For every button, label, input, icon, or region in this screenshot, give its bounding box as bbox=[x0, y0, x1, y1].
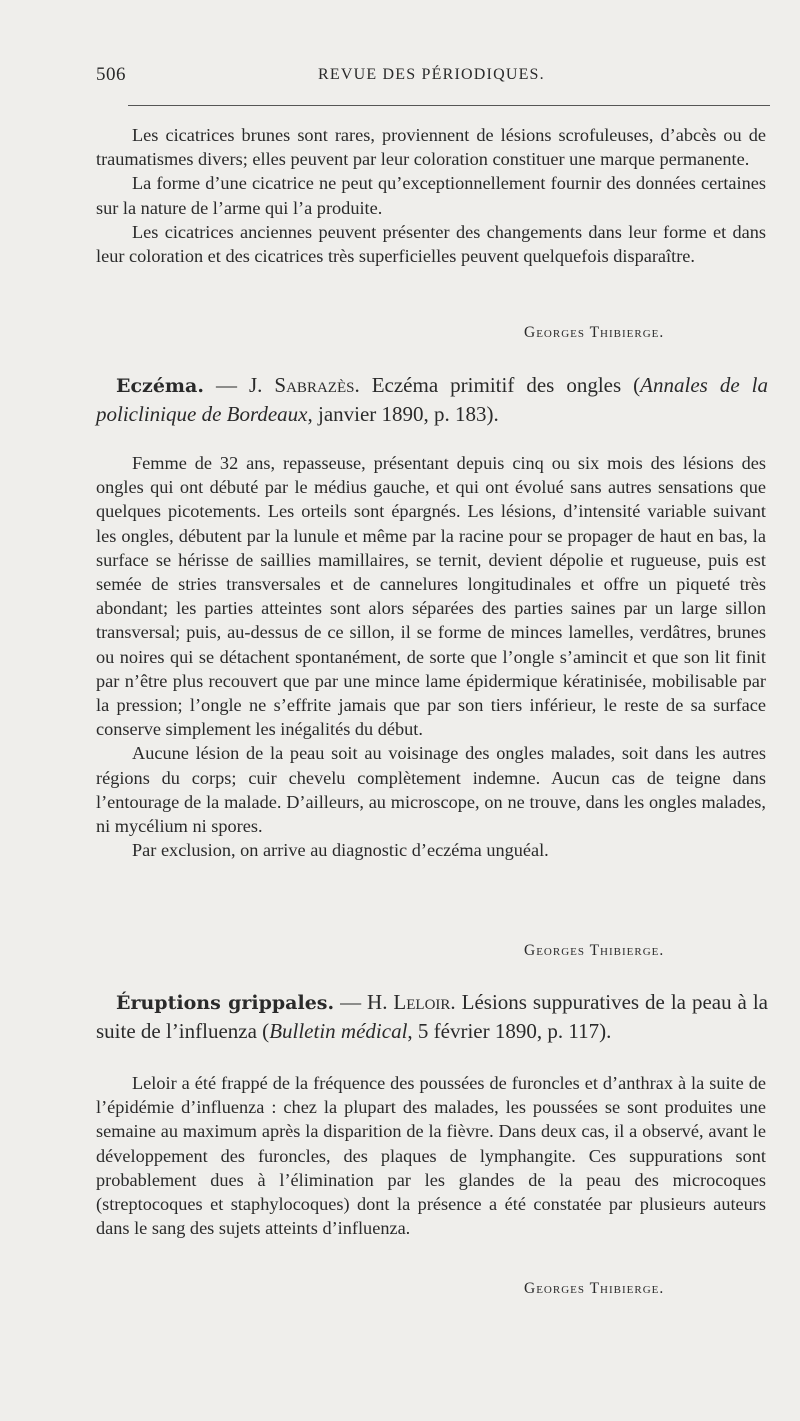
paragraph: Femme de 32 ans, repasseuse, présentant depuis cinq ou six mois des lésions des ongles qui ont débuté par le médius gauche, et qui ont évolué sans autres sensations que quelques picotements. Les orteils sont épargnés. Les lésions, d’intensité variable suivant les ongles, débutent par la lunule et même par la racine pour se propager de haut en bas, la surface se hérisse de saillies mamillaires, se ternit, devient dépolie et rugueuse, puis est semée de stries transversales et de cannelures longitudinales et offre un piqueté très abondant; les parties atteintes sont alors séparées des parties saines par un large sillon transversal; puis, au-dessus de ce sillon, il se forme de minces lamelles, verdâtres, brunes ou noires qui se détachent spontanément, de sorte que l’ongle s’amincit et que son lit finit par n’être plus recouvert que par une mince lame épidermique kératinisée, mobilisable par la pression; l’ongle ne s’effrite jamais que par son tiers inférieur, le reste de sa surface conserve simplement les inégalités du début. bbox=[96, 453, 766, 740]
article-2-heading bbox=[96, 371, 768, 428]
paragraph: Par exclusion, on arrive au diagnostic d’eczéma unguéal. bbox=[132, 840, 549, 861]
journal-name: Bulletin médical bbox=[269, 1019, 408, 1043]
article-2-body bbox=[96, 451, 766, 862]
article-title: Eczéma primitif des ongles ( bbox=[359, 373, 641, 397]
journal-name: Annales de la policlinique de Bordeaux bbox=[96, 373, 768, 426]
author-name: Sabrazès. bbox=[274, 373, 360, 397]
paragraph: La forme d’une cicatrice ne peut qu’exceptionnellement fournir des données certaines sur la nature de l’arme qui l’a produite. bbox=[96, 173, 766, 218]
paragraph: Les cicatrices anciennes peuvent présenter des changements dans leur forme et dans leur coloration et des cicatrices très superficielles peuvent quelquefois disparaître. bbox=[96, 221, 766, 267]
paragraph: Aucune lésion de la peau soit au voisinage des ongles malades, soit dans les autres régions du corps; cuir chevelu complètement indemne. Aucun cas de teigne dans l’entourage de la malade. D’ailleurs, au microscope, on ne trouve, dans les ongles malades, ni mycélium ni spores. bbox=[96, 743, 766, 837]
heading-dash: — J. bbox=[203, 373, 275, 397]
section-label: Eczéma. bbox=[116, 375, 204, 397]
signature: Georges Thibierge. bbox=[524, 1280, 665, 1297]
citation: , janvier 1890, p. 183). bbox=[307, 402, 499, 426]
author-name: Leloir. bbox=[393, 990, 456, 1014]
heading-dash: — H. bbox=[334, 990, 394, 1014]
section-label: Éruptions grippales. bbox=[116, 992, 335, 1014]
header-rule bbox=[128, 105, 770, 106]
article-1-body bbox=[96, 123, 766, 268]
article-title: Lésions suppuratives de la peau à la suite de l’influenza ( bbox=[96, 990, 768, 1043]
paragraph: Les cicatrices brunes sont rares, proviennent de lésions scrofuleuses, d’abcès ou de traumatismes divers; elles peuvent par leur coloration constituer une marque permanente. bbox=[96, 125, 766, 170]
article-3-body bbox=[96, 1071, 766, 1240]
page-number: 506 bbox=[96, 64, 126, 85]
article-3-heading bbox=[96, 988, 768, 1045]
signature: Georges Thibierge. bbox=[524, 324, 665, 341]
running-head bbox=[96, 64, 768, 92]
signature: Georges Thibierge. bbox=[524, 942, 665, 959]
running-title: REVUE DES PÉRIODIQUES. bbox=[318, 66, 545, 83]
paragraph: Leloir a été frappé de la fréquence des poussées de furoncles et d’anthrax à la suite de l’épidémie d’influenza : chez la plupart des malades, les poussées se sont produites une semaine au maximum après la disparition de la fièvre. Dans deux cas, il a observé, avant le développement des furoncles, des plaques de lymphangite. Ces suppurations sont probablement dues à l’élimination par les glandes de la peau des microcoques (streptocoques et staphylocoques) dont la présence a été constatée par plusieurs auteurs dans le sang des sujets atteints d’influenza. bbox=[96, 1073, 766, 1239]
citation: , 5 février 1890, p. 117). bbox=[407, 1019, 612, 1043]
